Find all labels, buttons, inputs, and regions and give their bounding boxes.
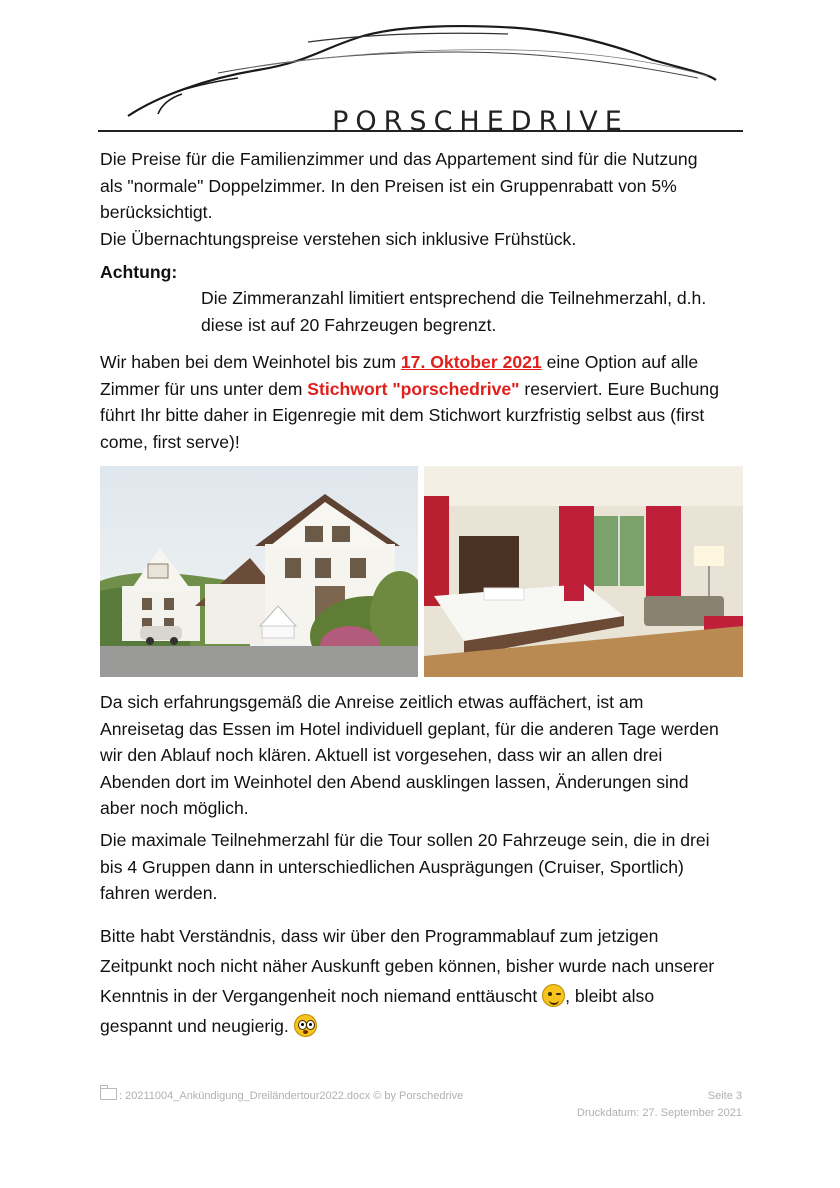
paragraph-program — [100, 921, 750, 1041]
hotel-exterior-photo — [100, 466, 418, 677]
text-line: come, first serve)! — [100, 431, 240, 452]
paragraph-arrival — [100, 689, 750, 822]
text-line: fahren werden. — [100, 883, 218, 903]
text-line — [100, 376, 750, 403]
text-span: Kenntnis in der Vergangenheit noch niemand enttäuscht — [100, 986, 543, 1006]
paragraph-prices — [100, 146, 750, 252]
text-line: Abenden dort im Weinhotel den Abend ausklingen lassen, Änderungen sind — [100, 771, 689, 792]
text-line: berücksichtigt. — [100, 202, 213, 222]
logo-wordmark: PORSCHEDRIVE — [332, 106, 629, 137]
text-line: aber noch möglich. — [100, 798, 249, 818]
achtung-note — [201, 285, 761, 338]
paragraph-participants — [100, 827, 750, 907]
text-line — [100, 981, 750, 1011]
text-line — [100, 349, 750, 376]
deadline-date: 17. Oktober 2021 — [400, 352, 542, 372]
text-line: Da sich erfahrungsgemäß die Anreise zeitlich etwas auffächert, ist am — [100, 692, 644, 712]
text-line: wir den Ablauf noch klären. Aktuell ist vorgesehen, dass wir an allen drei — [100, 745, 663, 765]
text-line: diese ist auf 20 Fahrzeugen begrenzt. — [201, 314, 497, 335]
text-line: Anreisetag das Essen im Hotel individuell geplant, für die anderen Tage werden — [100, 718, 719, 739]
text-line: Die maximale Teilnehmerzahl für die Tour sollen 20 Fahrzeuge sein, die in drei — [100, 830, 710, 850]
print-date: Druckdatum: 27. September 2021 — [576, 1107, 742, 1119]
text-span: , bleibt also — [565, 986, 655, 1006]
achtung-heading: Achtung: — [100, 262, 178, 282]
text-line: führt Ihr bitte daher in Eigenregie mit dem Stichwort kurzfristig selbst aus (first — [100, 405, 705, 425]
folder-icon — [100, 1088, 117, 1100]
booking-keyword: Stichwort "porschedrive" — [307, 378, 520, 399]
text-line: Die Preise für die Familienzimmer und das Appartement sind für die Nutzung — [100, 149, 698, 169]
footer-filename — [100, 1088, 463, 1105]
page-number: Seite 3 — [707, 1090, 742, 1102]
footer-file-text: : 20211004_Ankündigung_Dreiländertour2022.docx © by Porschedrive — [119, 1090, 464, 1102]
text-span: Wir haben bei dem Weinhotel bis zum — [100, 352, 401, 372]
footer-page-info — [577, 1088, 742, 1122]
hotel-room-photo — [424, 466, 743, 677]
text-span: reserviert. Eure Buchung — [519, 378, 719, 399]
text-line: Die Zimmeranzahl limitiert entsprechend die Teilnehmerzahl, d.h. — [201, 288, 707, 308]
flushed-face-icon — [294, 1014, 317, 1037]
header-divider — [98, 130, 743, 132]
text-line: als "normale" Doppelzimmer. In den Preisen ist ein Gruppenrabatt von 5% — [100, 175, 677, 196]
text-span: gespannt und neugierig. — [100, 1016, 294, 1036]
text-line: Die Übernachtungspreise verstehen sich inklusive Frühstück. — [100, 228, 577, 249]
winking-face-icon — [542, 984, 565, 1007]
text-span: eine Option auf alle — [541, 352, 699, 372]
paragraph-booking — [100, 349, 750, 455]
text-line: Bitte habt Verständnis, dass wir über den Programmablauf zum jetzigen — [100, 926, 659, 946]
porschedrive-logo — [98, 18, 743, 137]
text-span: Zimmer für uns unter dem — [100, 378, 308, 399]
text-line: Zeitpunkt noch nicht näher Auskunft geben können, bisher wurde nach unserer — [100, 956, 715, 976]
text-line: bis 4 Gruppen dann in unterschiedlichen Ausprägungen (Cruiser, Sportlich) — [100, 856, 684, 877]
text-line — [100, 1011, 750, 1041]
